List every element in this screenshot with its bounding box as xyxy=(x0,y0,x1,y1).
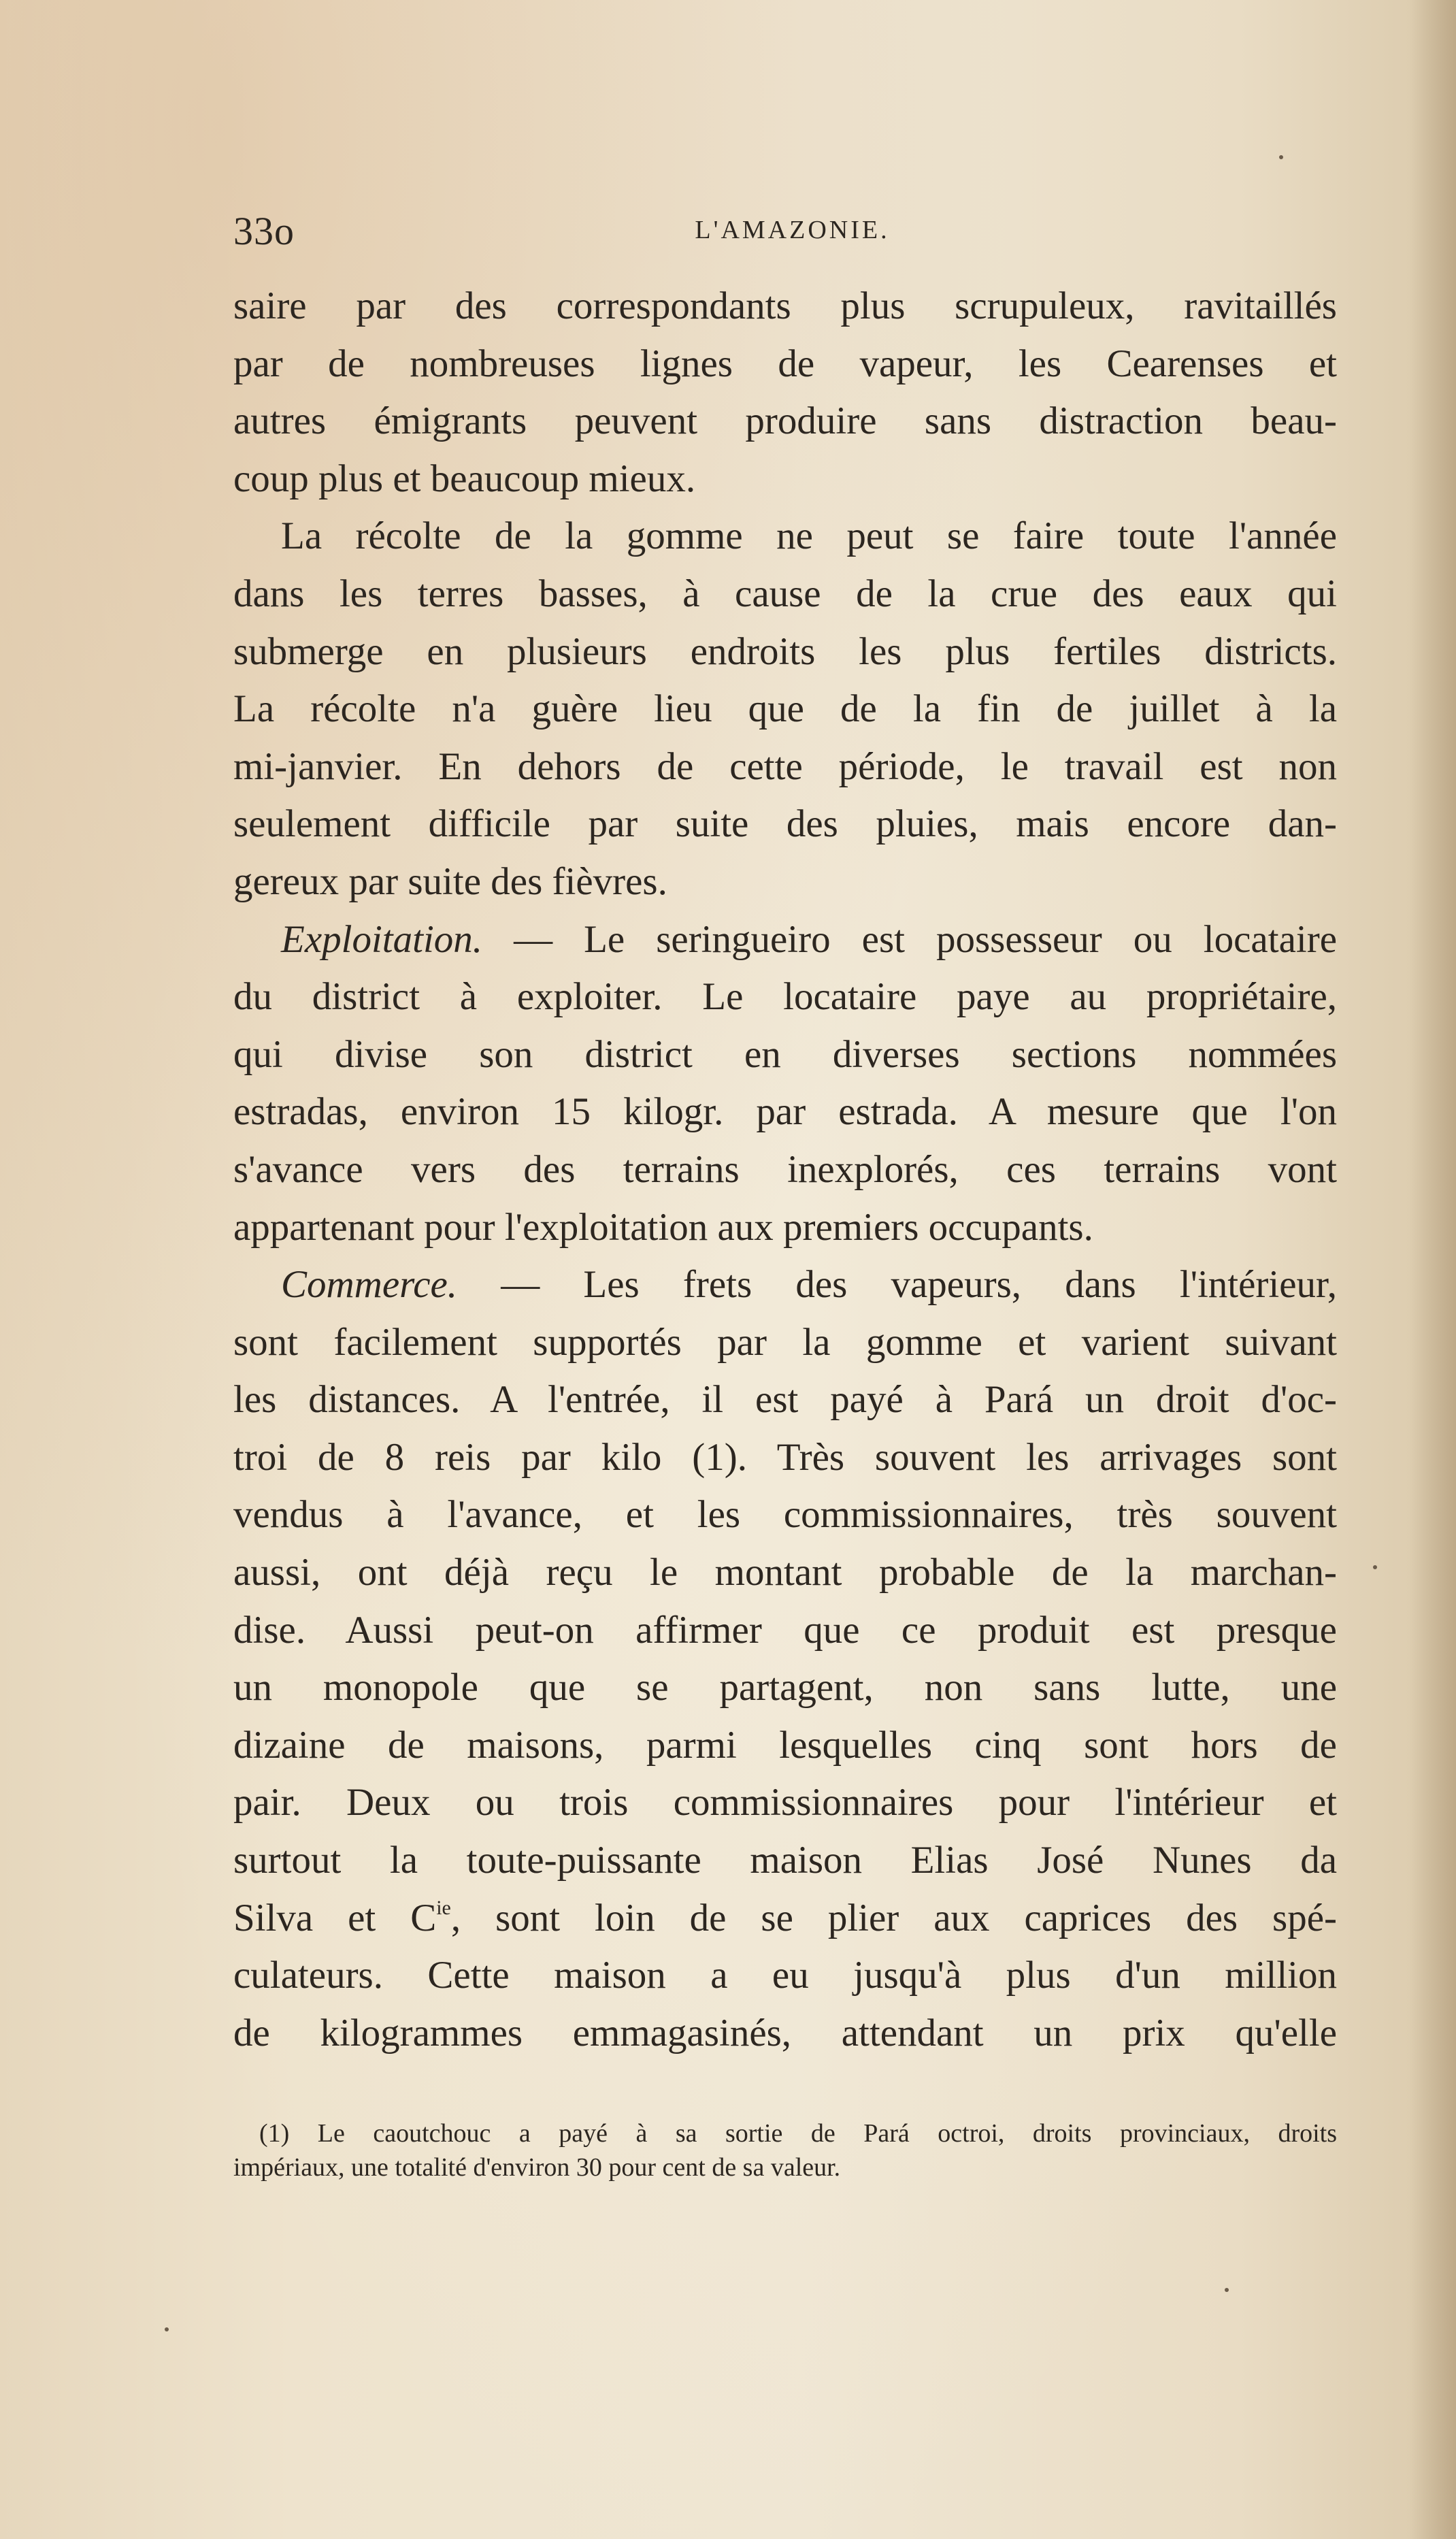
text-line: dizaine de maisons, parmi lesquelles cinq sont hors de xyxy=(233,1723,1337,1767)
text-line: submerge en plusieurs endroits les plus fertiles districts. xyxy=(233,629,1337,673)
text-line xyxy=(233,1890,1337,1948)
superscript: ie xyxy=(436,1896,451,1919)
text-line: les distances. A l'entrée, il est payé à Pará un droit d'oc- xyxy=(233,1378,1337,1422)
text-line: aussi, ont déjà reçu le montant probable de la marchan- xyxy=(233,1551,1337,1594)
body-text xyxy=(233,278,1337,2062)
text-line: seulement difficile par suite des pluies, mais encore dan- xyxy=(233,802,1337,846)
page-gutter-shadow xyxy=(1408,0,1456,2539)
footnote xyxy=(233,2116,1337,2184)
text-line: culateurs. Cette maison a eu jusqu'à plus d'un million xyxy=(233,1954,1337,1997)
text-line: un monopole que se partagent, non sans lutte, une xyxy=(233,1666,1337,1709)
text-line: troi de 8 reis par kilo (1). Très souvent les arrivages sont xyxy=(233,1435,1337,1479)
text-line: pair. Deux ou trois commissionnaires pour l'intérieur et xyxy=(233,1781,1337,1824)
text-line: gereux par suite des fièvres. xyxy=(233,859,667,903)
text-line: dise. Aussi peut-on affirmer que ce produit est presque xyxy=(233,1608,1337,1652)
text-line xyxy=(233,1256,1337,1314)
text-line: estradas, environ 15 kilogr. par estrada. A mesure que l'on xyxy=(233,1090,1337,1134)
text-line: La récolte de la gomme ne peut se faire toute l'année xyxy=(281,514,1337,558)
text-line xyxy=(233,911,1337,969)
text-line: par de nombreuses lignes de vapeur, les Cearenses et xyxy=(233,342,1337,385)
running-head xyxy=(233,208,1351,256)
page-number: 33o xyxy=(233,209,295,253)
text-line: vendus à l'avance, et les commissionnaires, très souvent xyxy=(233,1493,1337,1537)
text-line: du district à exploiter. Le locataire paye au propriétaire, xyxy=(233,975,1337,1019)
paper-speck xyxy=(1373,1565,1377,1569)
paper-speck xyxy=(1279,155,1283,159)
text-line: mi-janvier. En dehors de cette période, le travail est non xyxy=(233,744,1337,788)
paper-speck xyxy=(1225,2288,1229,2292)
text-run: — Le seringueiro est possesseur ou locataire xyxy=(482,917,1337,961)
text-line: dans les terres basses, à cause de la crue des eaux qui xyxy=(233,572,1337,615)
running-title: L'AMAZONIE. xyxy=(695,216,890,244)
text-line: appartenant pour l'exploitation aux premiers occupants. xyxy=(233,1205,1093,1249)
text-line: autres émigrants peuvent produire sans distraction beau- xyxy=(233,399,1337,443)
text-run: , sont loin de se plier aux caprices des spé- xyxy=(450,1896,1337,1939)
text-line: saire par des correspondants plus scrupuleux, ravitaillés xyxy=(233,284,1337,327)
text-run: — Les frets des vapeurs, dans l'intérieur, xyxy=(457,1263,1337,1307)
footnote-line: impériaux, une totalité d'environ 30 pour cent de sa valeur. xyxy=(233,2153,841,2182)
text-line: sont facilement supportés par la gomme et varient suivant xyxy=(233,1320,1337,1364)
text-line: de kilogrammes emmagasinés, attendant un prix qu'elle xyxy=(233,2011,1337,2054)
text-line: coup plus et beaucoup mieux. xyxy=(233,457,696,500)
paper-speck xyxy=(165,2327,169,2331)
text-run: Silva et C xyxy=(233,1896,437,1939)
text-line: qui divise son district en diverses sections nommées xyxy=(233,1032,1337,1076)
text-line: s'avance vers des terrains inexplorés, ces terrains vont xyxy=(233,1147,1337,1191)
text-line: La récolte n'a guère lieu que de la fin de juillet à la xyxy=(233,687,1337,731)
text-line: surtout la toute-puissante maison Elias José Nunes da xyxy=(233,1839,1337,1882)
section-heading-commerce: Commerce. xyxy=(281,1263,458,1307)
section-heading-exploitation: Exploitation. xyxy=(281,917,483,961)
footnote-line: (1) Le caoutchouc a payé à sa sortie de Pará octroi, droits provinciaux, droits xyxy=(259,2119,1337,2148)
